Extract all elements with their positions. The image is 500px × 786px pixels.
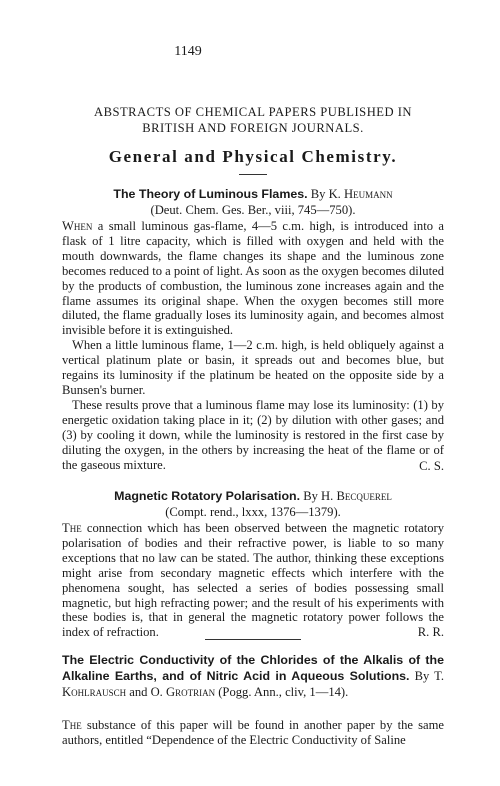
article-3-heading bbox=[62, 652, 444, 700]
article-1-para-1: a small luminous gas-flame, 4—5 c.m. high, is introduced into a flask of 1 litre capacity, which is filled with oxygen and held with the mouth downwards, the flame changes its shape and the luminous zone becomes reduced to a point of light. As soon as the oxygen becomes diluted by the products of combustion, the luminous zone increases again and the flame assumes its original shape. When the oxygen becomes still more diluted, the flame gradually loses its luminosity again, and becomes almost invisible before it is extinguished. bbox=[62, 219, 444, 338]
article-1-citation: (Deut. Chem. Ges. Ber., viii, 745—750). bbox=[150, 203, 356, 217]
article-3-para-1: substance of this paper will be found in another paper by the same authors, entitled “Dependence of the Electric Conductivity of Saline bbox=[62, 718, 444, 747]
article-2-citation: (Compt. rend., lxxx, 1376—1379). bbox=[165, 505, 341, 519]
article-1-heading bbox=[62, 186, 444, 218]
article-3-lead: The bbox=[62, 718, 82, 732]
article-3-author-2: Grotrian bbox=[165, 685, 216, 699]
article-1-lead: When bbox=[62, 219, 93, 233]
section-title: General and Physical Chemistry. bbox=[108, 147, 398, 166]
header-line-1: ABSTRACTS OF CHEMICAL PAPERS PUBLISHED IN bbox=[93, 105, 413, 119]
section-rule bbox=[239, 174, 267, 175]
article-3-body bbox=[62, 718, 444, 748]
article-3-author-1: Kohlrausch bbox=[62, 685, 127, 699]
article-1-signature: C. S. bbox=[419, 459, 444, 473]
article-1-body bbox=[62, 219, 444, 472]
article-1-author: Heumann bbox=[343, 187, 393, 201]
article-3-and: and O. bbox=[126, 685, 166, 699]
article-2-para-1: connection which has been observed between the magnetic rotatory polarisation of bodies and their refractive power, is liable to so many exceptions that no law can be stated. The author, thinking these exceptions might arise from secondary magnetic effects which interfere with the phenomena sought, has selected a series of bodies possessing small magnetic, but high refracting power; and the result of his experiments with these bodies is, that in general the magnetic rotatory power follows the index of refraction. bbox=[62, 521, 444, 640]
article-1-title: The Theory of Luminous Flames. bbox=[113, 187, 308, 201]
article-1-para-2: When a little luminous flame, 1—2 c.m. high, is held obliquely against a vertical platinum plate or basin, it spreads out and becomes blue, but regains its luminosity if the platinum be heated on the opposite side by a Bunsen's burner. bbox=[62, 338, 444, 397]
article-3-citation: (Pogg. Ann., cliv, 1—14). bbox=[215, 685, 349, 699]
article-2-author: Becquerel bbox=[336, 489, 392, 503]
article-1-para-3: These results prove that a luminous flame may lose its luminosity: (1) by energetic oxidation taking place in it; (2) by dilution with other gases; and (3) by cooling it down, while the luminosity is restored in the first case by diluting the oxygen, in the others by increasing the heat of the flame or of the gaseous mixture. bbox=[62, 397, 444, 472]
article-2-lead: The bbox=[62, 521, 82, 535]
article-divider bbox=[205, 639, 301, 640]
article-2-signature: R. R. bbox=[417, 625, 444, 639]
article-2-by: By H. bbox=[303, 489, 337, 503]
article-2-title: Magnetic Rotatory Polarisation. bbox=[114, 489, 301, 503]
article-3-by: By T. bbox=[414, 669, 445, 683]
journal-header bbox=[62, 104, 444, 136]
article-3-title: The Electric Conductivity of the Chlorides of the Alkalis of the Alkaline Earths, and of Nitric Acid in Aqueous Solutions. bbox=[62, 653, 444, 683]
header-line-2: BRITISH AND FOREIGN JOURNALS. bbox=[142, 121, 364, 135]
article-2-heading bbox=[62, 488, 444, 520]
article-1-by: By K. bbox=[310, 187, 344, 201]
article-2-body bbox=[62, 521, 444, 640]
page-number: 1149 bbox=[174, 44, 202, 59]
